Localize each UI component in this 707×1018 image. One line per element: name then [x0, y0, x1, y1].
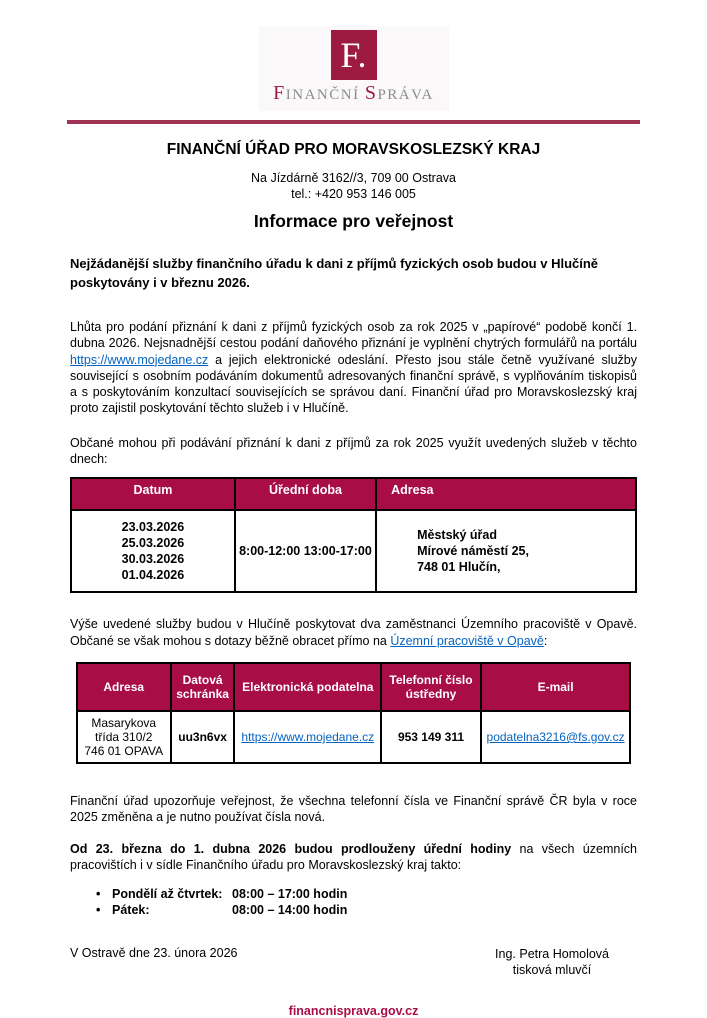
logo-wordmark: [259, 82, 449, 105]
contact-table: [76, 662, 632, 764]
paragraph-text: na všech územních pracovištích i v sídle Finančního úřadu pro Moravskoslezský kraj takto:: [70, 841, 637, 872]
date-line: 25.03.2026: [121, 536, 185, 551]
paragraph-services-intro: Občané mohou při podávání přiznání k dani z příjmů za rok 2025 využít uvedených služeb v těchto dnech:: [70, 435, 637, 467]
column-header-adresa: Adresa: [376, 478, 636, 510]
place-date: V Ostravě dne 23. února 2026: [70, 946, 238, 961]
intro-paragraph: Nejžádanější služby finančního úřadu k dani z příjmů fyzických osob budou v Hlučíně poskytovány i v březnu 2026.: [70, 256, 599, 290]
wordmark-initial-f: F: [273, 82, 286, 104]
signature-block: [70, 946, 637, 978]
wordmark-prava: PRÁVA: [377, 87, 434, 103]
office-phone: tel.: +420 953 146 005: [291, 187, 416, 201]
date-line: 01.04.2026: [121, 568, 185, 583]
paragraph-text: a jejich elektronické odeslání. Přesto jsou stále četně využívané služby související s osobním podáváním dokumentů adresovaných finanční správě, s vyplňováním tiskopisů a s poskytováním konzultací souvisejících se správou daní. Finanční úřad pro Moravskoslezský kraj proto zajistil poskytování těchto služeb i v Hlučíně.: [70, 352, 637, 416]
address-line: Městský úřad: [417, 528, 497, 543]
address-line: Masarykova: [91, 715, 157, 730]
address-line: třída 310/2: [95, 729, 153, 744]
mojedane-link[interactable]: https://www.mojedane.cz: [241, 729, 375, 744]
column-header-datum: Datum: [71, 478, 235, 510]
address-line: Mírové náměstí 25,: [417, 544, 529, 559]
footer-website-link[interactable]: financnisprava.gov.cz: [288, 1004, 419, 1018]
mojedane-link[interactable]: https://www.mojedane.cz: [70, 352, 209, 367]
list-item: [70, 886, 637, 902]
portal-cell: [234, 711, 381, 763]
column-header-telefonni-cislo: Telefonní číslo ústředny: [381, 663, 481, 711]
email-cell: [481, 711, 631, 763]
paragraph-phone-notice: Finanční úřad upozorňuje veřejnost, že všechna telefonní čísla ve Finanční správě ČR byla v roce 2025 změněna a je nutno používat čísla nová.: [70, 793, 637, 825]
schedule-table-row: [71, 510, 636, 592]
list-item: [70, 902, 637, 918]
address-line: 746 01 OPAVA: [84, 743, 164, 758]
paragraph-text: :: [543, 633, 548, 648]
column-header-adresa: Adresa: [77, 663, 171, 711]
hours-cell: 8:00-12:00 13:00-17:00: [235, 510, 376, 592]
phone-cell: 953 149 311: [381, 711, 481, 763]
schedule-table-header: [71, 478, 636, 510]
address-line: 748 01 Hlučín,: [417, 560, 501, 575]
paragraph-text: Lhůta pro podání přiznání k dani z příjmů fyzických osob za rok 2025 v „papírové“ podobě končí 1. dubna 2026. Nejsnadnější cestou podání daňového přiznání je vyplnění chytrých formulářů na portálu: [70, 320, 637, 351]
hours-time: 08:00 – 14:00 hodin: [232, 903, 348, 918]
contact-table-header: [77, 663, 631, 711]
schedule-table: [70, 477, 637, 593]
financni-sprava-logo: [259, 26, 449, 111]
signatory-role: tisková mluvčí: [512, 963, 592, 978]
hours-day-label: • Pondělí až čtvrtek:: [112, 887, 223, 902]
hours-time: 08:00 – 17:00 hodin: [232, 887, 348, 902]
wordmark-inancni: INANČNÍ: [285, 87, 365, 103]
contact-table-row: [77, 711, 631, 763]
office-hours-list: [70, 886, 637, 918]
column-header-datova-schranka: Datová schránka: [171, 663, 235, 711]
podatelna-email-link[interactable]: podatelna3216@fs.gov.cz: [486, 729, 625, 744]
column-header-elektronicka-podatelna: Elektronická podatelna: [234, 663, 381, 711]
header-divider: [67, 120, 640, 124]
office-address: Na Jízdárně 3162//3, 709 00 Ostrava: [251, 171, 456, 185]
signatory-name: Ing. Petra Homolová: [495, 947, 609, 962]
wordmark-initial-s: S: [364, 82, 378, 104]
column-header-uredni-doba: Úřední doba: [235, 478, 376, 510]
paragraph-opava: [70, 616, 637, 649]
paragraph-extended-hours: [70, 841, 637, 874]
logo-f-icon: [331, 30, 377, 80]
date-line: 23.03.2026: [121, 520, 185, 535]
office-name: FINANČNÍ ÚŘAD PRO MORAVSKOSLEZSKÝ KRAJ: [166, 141, 541, 158]
signatory: [495, 946, 609, 978]
page-title: Informace pro veřejnost: [253, 211, 454, 231]
address-cell: [376, 510, 636, 592]
uzemni-pracoviste-link[interactable]: Územní pracoviště v Opavě: [390, 633, 544, 648]
column-header-email: E-mail: [481, 663, 631, 711]
dates-cell: [71, 510, 235, 592]
date-line: 30.03.2026: [121, 552, 185, 567]
logo-letter: F.: [340, 35, 367, 75]
address-cell: [77, 711, 171, 763]
databox-cell: uu3n6vx: [171, 711, 235, 763]
paragraph-text-bold: Od 23. března do 1. dubna 2026 budou prodlouženy úřední hodiny: [70, 841, 512, 856]
hours-day-label: • Pátek:: [112, 903, 150, 918]
paragraph-deadline: [70, 319, 637, 417]
paragraph-text: Výše uvedené služby budou v Hlučíně poskytovat dva zaměstnanci Územního pracoviště v Opavě. Občané se však mohou s dotazy běžně obracet přímo na: [70, 617, 637, 648]
